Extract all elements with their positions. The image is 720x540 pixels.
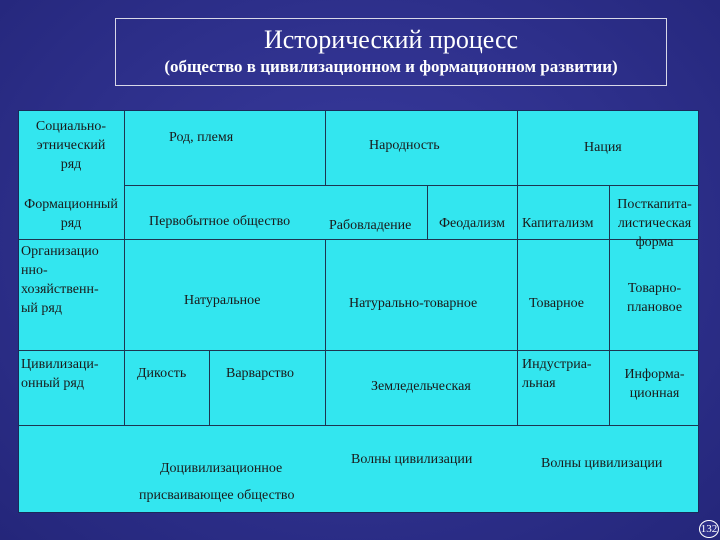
cell-savagery: Дикость (137, 366, 187, 381)
cell-agricultural: Земледельческая (371, 379, 471, 394)
cell-nation: Нация (584, 140, 622, 155)
slide-subtitle: (общество в цивилизационном и формационном развитии) (164, 57, 618, 76)
row-divider (19, 239, 699, 240)
cell-natural: Натуральное (184, 293, 261, 308)
row-label-civilizational: Цивилизаци- онный ряд (21, 357, 99, 391)
column-divider (325, 111, 326, 186)
slide-title: Исторический процесс (263, 25, 519, 54)
column-divider (325, 240, 326, 426)
column-divider (124, 111, 125, 426)
cell-precivilizational: Доцивилизационное (160, 461, 283, 476)
cell-industrial: Индустриа- льная (522, 357, 592, 391)
cell-primitive-society: Первобытное общество (149, 214, 291, 229)
cell-capitalism: Капитализм (522, 216, 594, 231)
cell-waves-right: Волны цивилизации (541, 456, 663, 471)
row-divider (19, 425, 699, 426)
page-number-badge: 132 (699, 520, 719, 538)
row-label-social-ethnic: Социально- этнический ряд (35, 119, 107, 172)
cell-natural-commodity: Натурально-товарное (349, 296, 478, 311)
column-divider (517, 111, 518, 186)
cell-barbarism: Варварство (226, 366, 295, 381)
row-divider (124, 185, 699, 186)
column-divider (517, 185, 518, 240)
column-divider (209, 350, 210, 426)
cell-commodity: Товарное (529, 296, 585, 311)
column-divider (517, 240, 518, 426)
row-label-economic: Организацио нно- хозяйственн- ый ряд (21, 244, 99, 316)
cell-feudalism: Феодализм (439, 216, 506, 231)
column-divider (427, 185, 428, 240)
row-label-formational: Формационный ряд (24, 197, 118, 231)
row-divider (19, 350, 699, 351)
cell-nationality: Народность (369, 138, 440, 153)
cell-commodity-planned: Товарно- плановое (626, 281, 683, 315)
cell-postcapitalist: Посткапита- листическая форма (617, 197, 692, 250)
title-box (115, 18, 667, 86)
historical-process-table (18, 110, 699, 513)
cell-slavery: Рабовладение (329, 218, 412, 233)
cell-informational: Информа- ционная (624, 367, 685, 401)
cell-tribe: Род, племя (169, 130, 234, 145)
cell-waves-left: Волны цивилизации (351, 452, 473, 467)
cell-appropriating-society: присваивающее общество (139, 488, 295, 503)
